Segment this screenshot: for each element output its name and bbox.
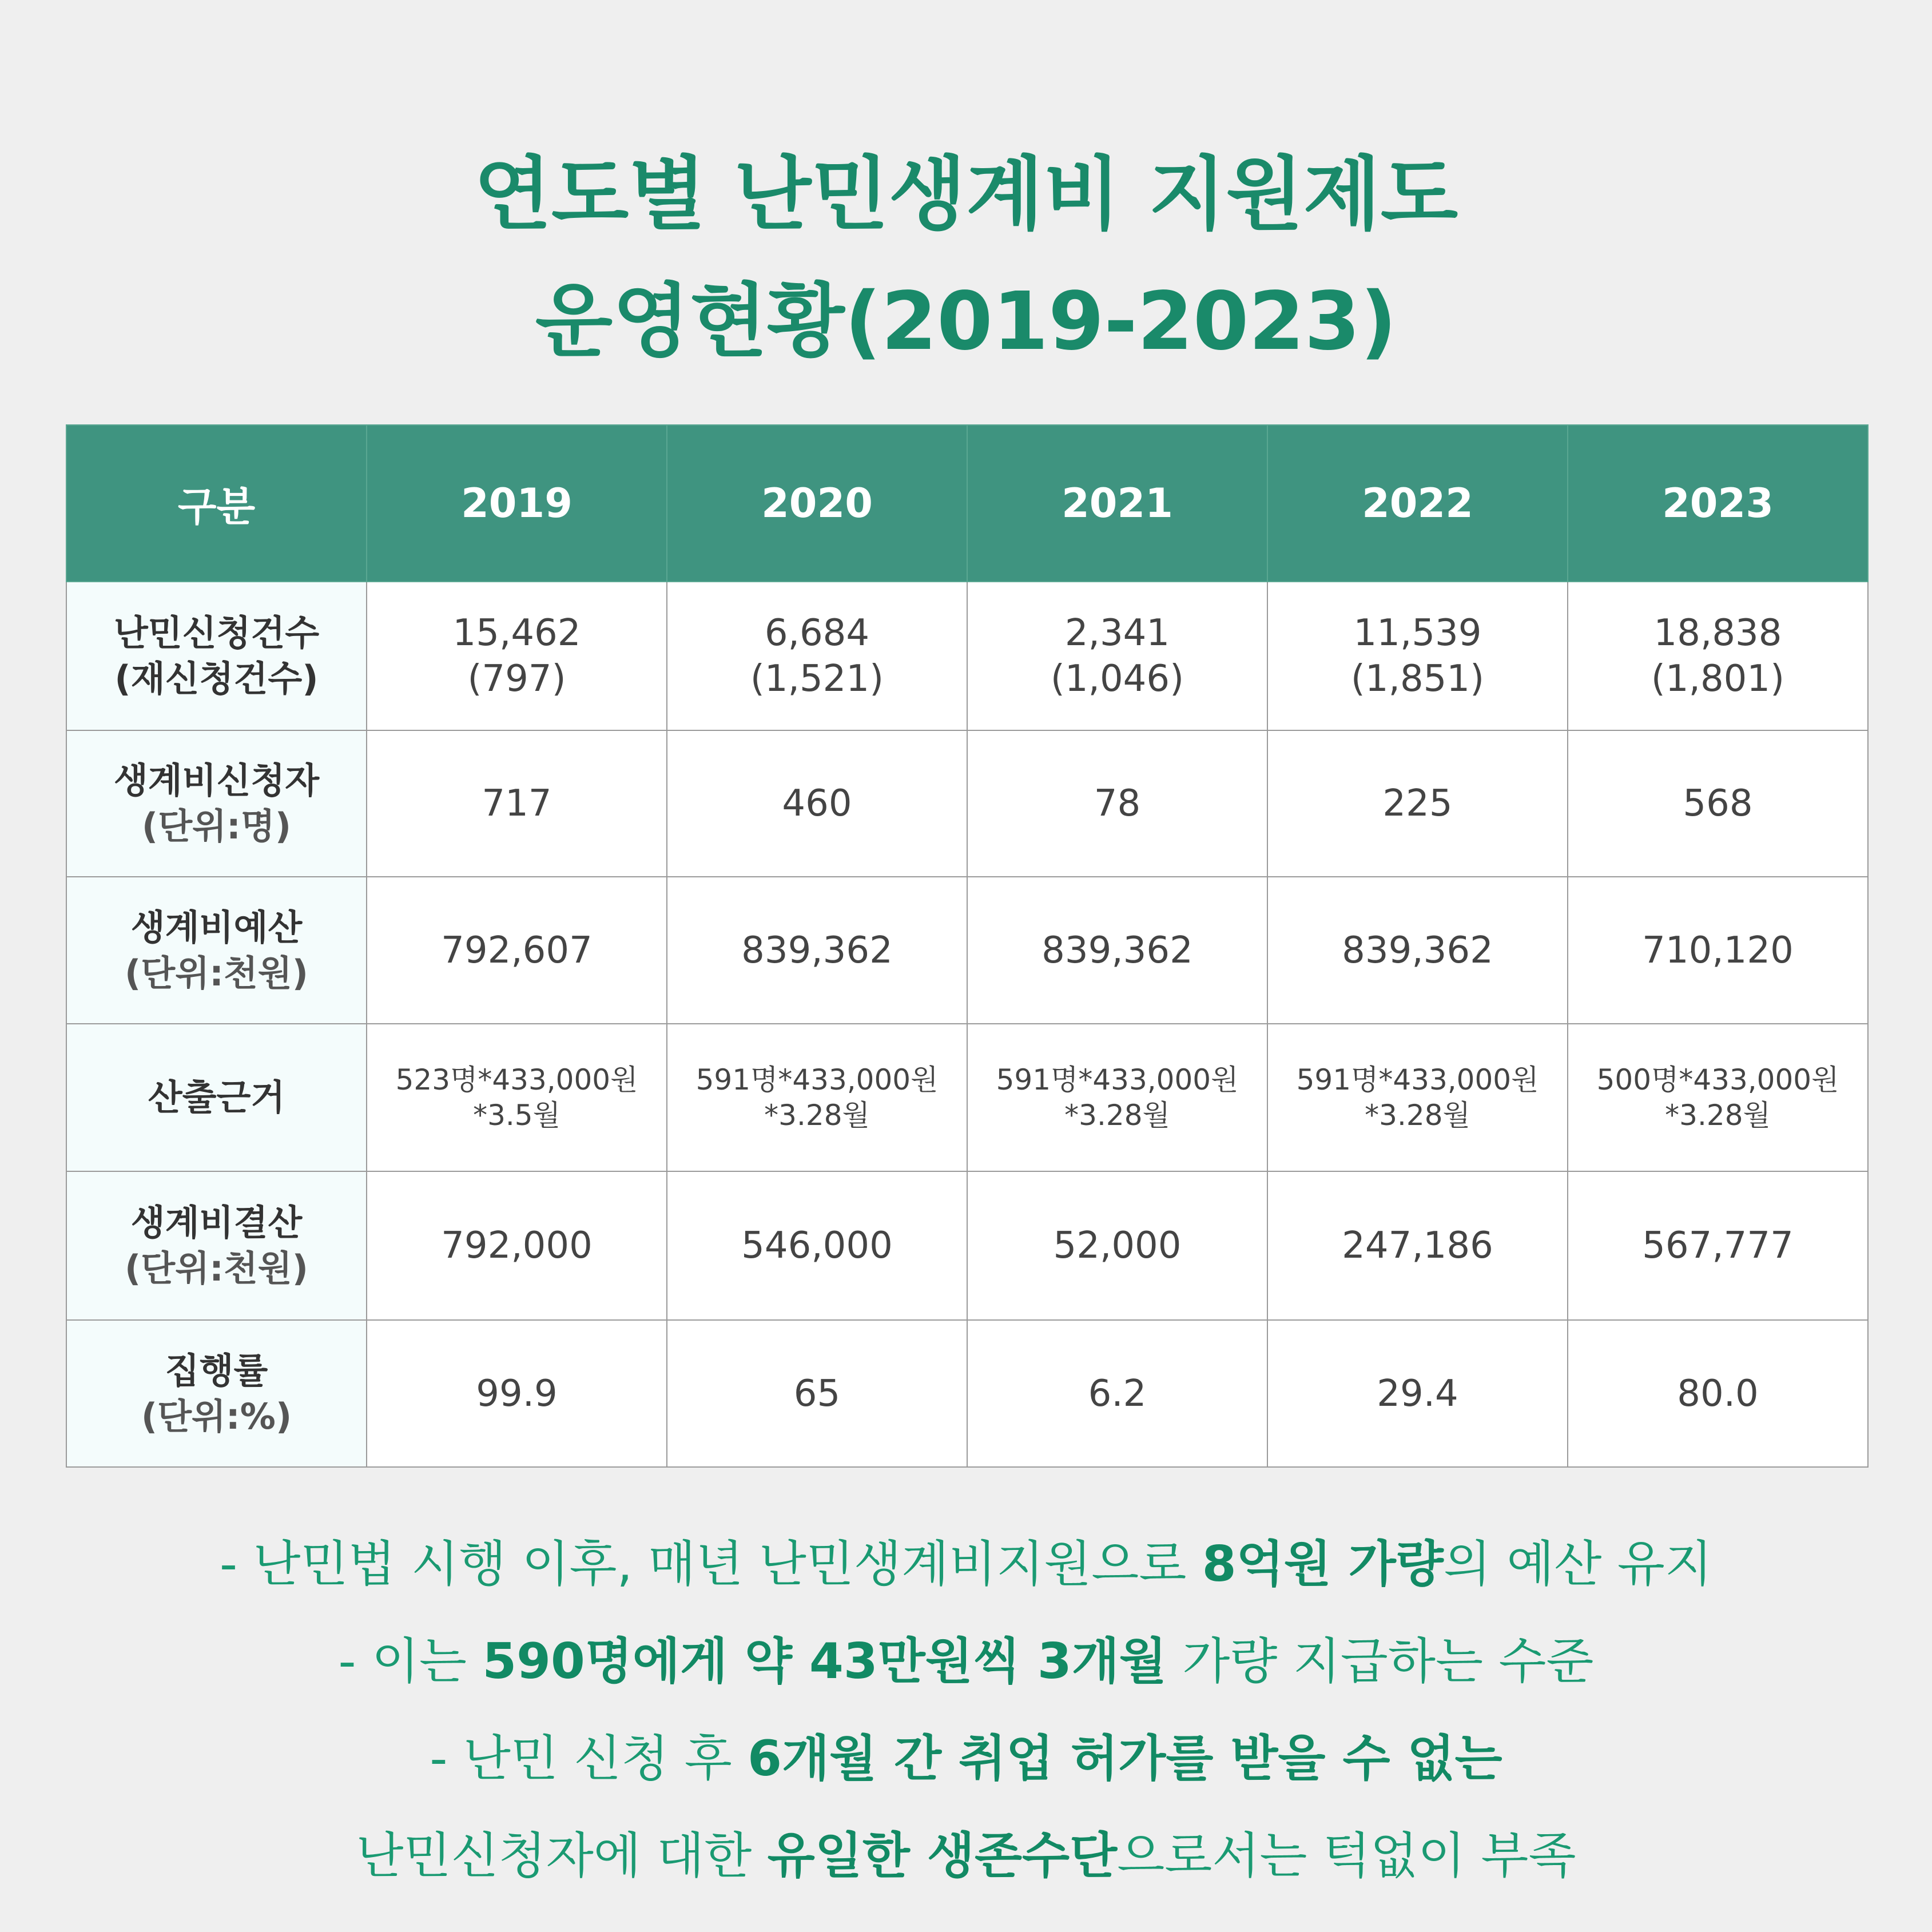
table-header-row (66, 425, 1868, 582)
cell-sub: (1,521) (750, 658, 884, 700)
note-emphasis: 유일한 생존수단 (767, 1827, 1118, 1885)
table-cell (367, 1024, 667, 1171)
table-cell: 78 (967, 730, 1267, 877)
note-line-4 (0, 1807, 1932, 1905)
table-cell: 99.9 (367, 1320, 667, 1467)
note-line-1 (0, 1516, 1932, 1613)
note-text: 의 예산 유지 (1443, 1536, 1712, 1593)
cell-sub: *3.28월 (1665, 1099, 1771, 1132)
cell-sub: *3.28월 (1064, 1099, 1170, 1132)
cell-main: 11,539 (1353, 612, 1482, 654)
row-label: 생계비예산 (130, 906, 303, 948)
note-text: - 난민법 시행 이후, 매년 난민생계비지원으로 (220, 1536, 1202, 1593)
table-cell: 839,362 (1267, 877, 1568, 1024)
summary-notes (0, 1516, 1932, 1905)
header-2023: 2023 (1568, 425, 1868, 582)
note-emphasis: 590명에게 약 43만원씩 3개월 (482, 1633, 1167, 1690)
table-cell: 717 (367, 730, 667, 877)
table-cell: 6.2 (967, 1320, 1267, 1467)
cell-main: 15,462 (452, 612, 581, 654)
row-sublabel: (단위:천원) (124, 1247, 309, 1289)
page-title (0, 132, 1932, 385)
row-label: 생계비신청자 (113, 760, 320, 801)
title-line-2: 운영현황(2019-2023) (535, 275, 1397, 368)
note-line-3 (0, 1710, 1932, 1807)
cell-sub: (797) (467, 658, 566, 700)
table-cell (367, 582, 667, 730)
cell-main: 591명*433,000원 (695, 1063, 939, 1096)
table-cell: 80.0 (1568, 1320, 1868, 1467)
table-row (66, 1320, 1868, 1467)
table-cell: 460 (667, 730, 967, 877)
table-cell: 29.4 (1267, 1320, 1568, 1467)
row-sublabel: (재신청건수) (114, 658, 319, 699)
table-row (66, 877, 1868, 1024)
note-emphasis: 6개월 간 취업 허가를 받을 수 없는 (748, 1730, 1502, 1787)
table-cell: 52,000 (967, 1171, 1267, 1320)
table-row (66, 1024, 1868, 1171)
row-sublabel: (단위:명) (141, 805, 292, 847)
table-cell: 568 (1568, 730, 1868, 877)
row-sublabel: (단위:천원) (124, 952, 309, 994)
table-cell (1267, 1024, 1568, 1171)
table-cell (667, 582, 967, 730)
cell-main: 591명*433,000원 (1296, 1063, 1539, 1096)
table-cell: 792,607 (367, 877, 667, 1024)
table-cell: 792,000 (367, 1171, 667, 1320)
cell-sub: (1,801) (1651, 658, 1785, 700)
table-row (66, 582, 1868, 730)
table-cell (1267, 582, 1568, 730)
row-label-applicants (66, 730, 367, 877)
header-2019: 2019 (367, 425, 667, 582)
table-cell (967, 582, 1267, 730)
title-line-1: 연도별 난민생계비 지원제도 (474, 148, 1458, 241)
table-row (66, 730, 1868, 877)
cell-sub: (1,851) (1350, 658, 1485, 700)
note-text: 으로서는 턱없이 부족 (1117, 1827, 1576, 1885)
header-2022: 2022 (1267, 425, 1568, 582)
table-cell: 839,362 (967, 877, 1267, 1024)
note-emphasis: 8억원 가량 (1202, 1536, 1444, 1593)
header-2020: 2020 (667, 425, 967, 582)
table-cell (1568, 1024, 1868, 1171)
cell-main: 500명*433,000원 (1596, 1063, 1839, 1096)
row-label-settlement (66, 1171, 367, 1320)
note-text: 난민신청자에 대한 (356, 1827, 768, 1885)
row-label-basis (66, 1024, 367, 1171)
row-label-execution-rate (66, 1320, 367, 1467)
row-label: 산출근거 (148, 1076, 285, 1118)
note-line-2 (0, 1613, 1932, 1710)
header-2021: 2021 (967, 425, 1267, 582)
row-label: 집행률 (165, 1349, 268, 1392)
row-label: 생계비결산 (130, 1202, 303, 1243)
header-category: 구분 (66, 425, 367, 582)
cell-main: 2,341 (1064, 612, 1170, 654)
cell-sub: *3.5월 (473, 1099, 560, 1132)
cell-main: 6,684 (764, 612, 870, 654)
cell-sub: *3.28월 (1365, 1099, 1470, 1132)
table-cell: 546,000 (667, 1171, 967, 1320)
cell-main: 18,838 (1653, 612, 1782, 654)
table-cell: 839,362 (667, 877, 967, 1024)
table-cell: 65 (667, 1320, 967, 1467)
table-cell (667, 1024, 967, 1171)
refugee-support-table (66, 424, 1869, 1468)
table-cell: 567,777 (1568, 1171, 1868, 1320)
note-text: - 난민 신청 후 (430, 1730, 748, 1787)
table-cell: 225 (1267, 730, 1568, 877)
table-cell (967, 1024, 1267, 1171)
row-label-budget (66, 877, 367, 1024)
note-text: - 이는 (338, 1633, 483, 1690)
cell-main: 591명*433,000원 (996, 1063, 1239, 1096)
table-row (66, 1171, 1868, 1320)
table-cell (1568, 582, 1868, 730)
note-text: 가량 지급하는 수준 (1166, 1633, 1594, 1690)
row-sublabel: (단위:%) (141, 1395, 292, 1437)
table-cell: 247,186 (1267, 1171, 1568, 1320)
row-label: 난민신청건수 (113, 612, 320, 654)
row-label-applications (66, 582, 367, 730)
cell-sub: (1,046) (1050, 658, 1184, 700)
cell-main: 523명*433,000원 (395, 1063, 638, 1096)
table-cell: 710,120 (1568, 877, 1868, 1024)
cell-sub: *3.28월 (764, 1099, 870, 1132)
